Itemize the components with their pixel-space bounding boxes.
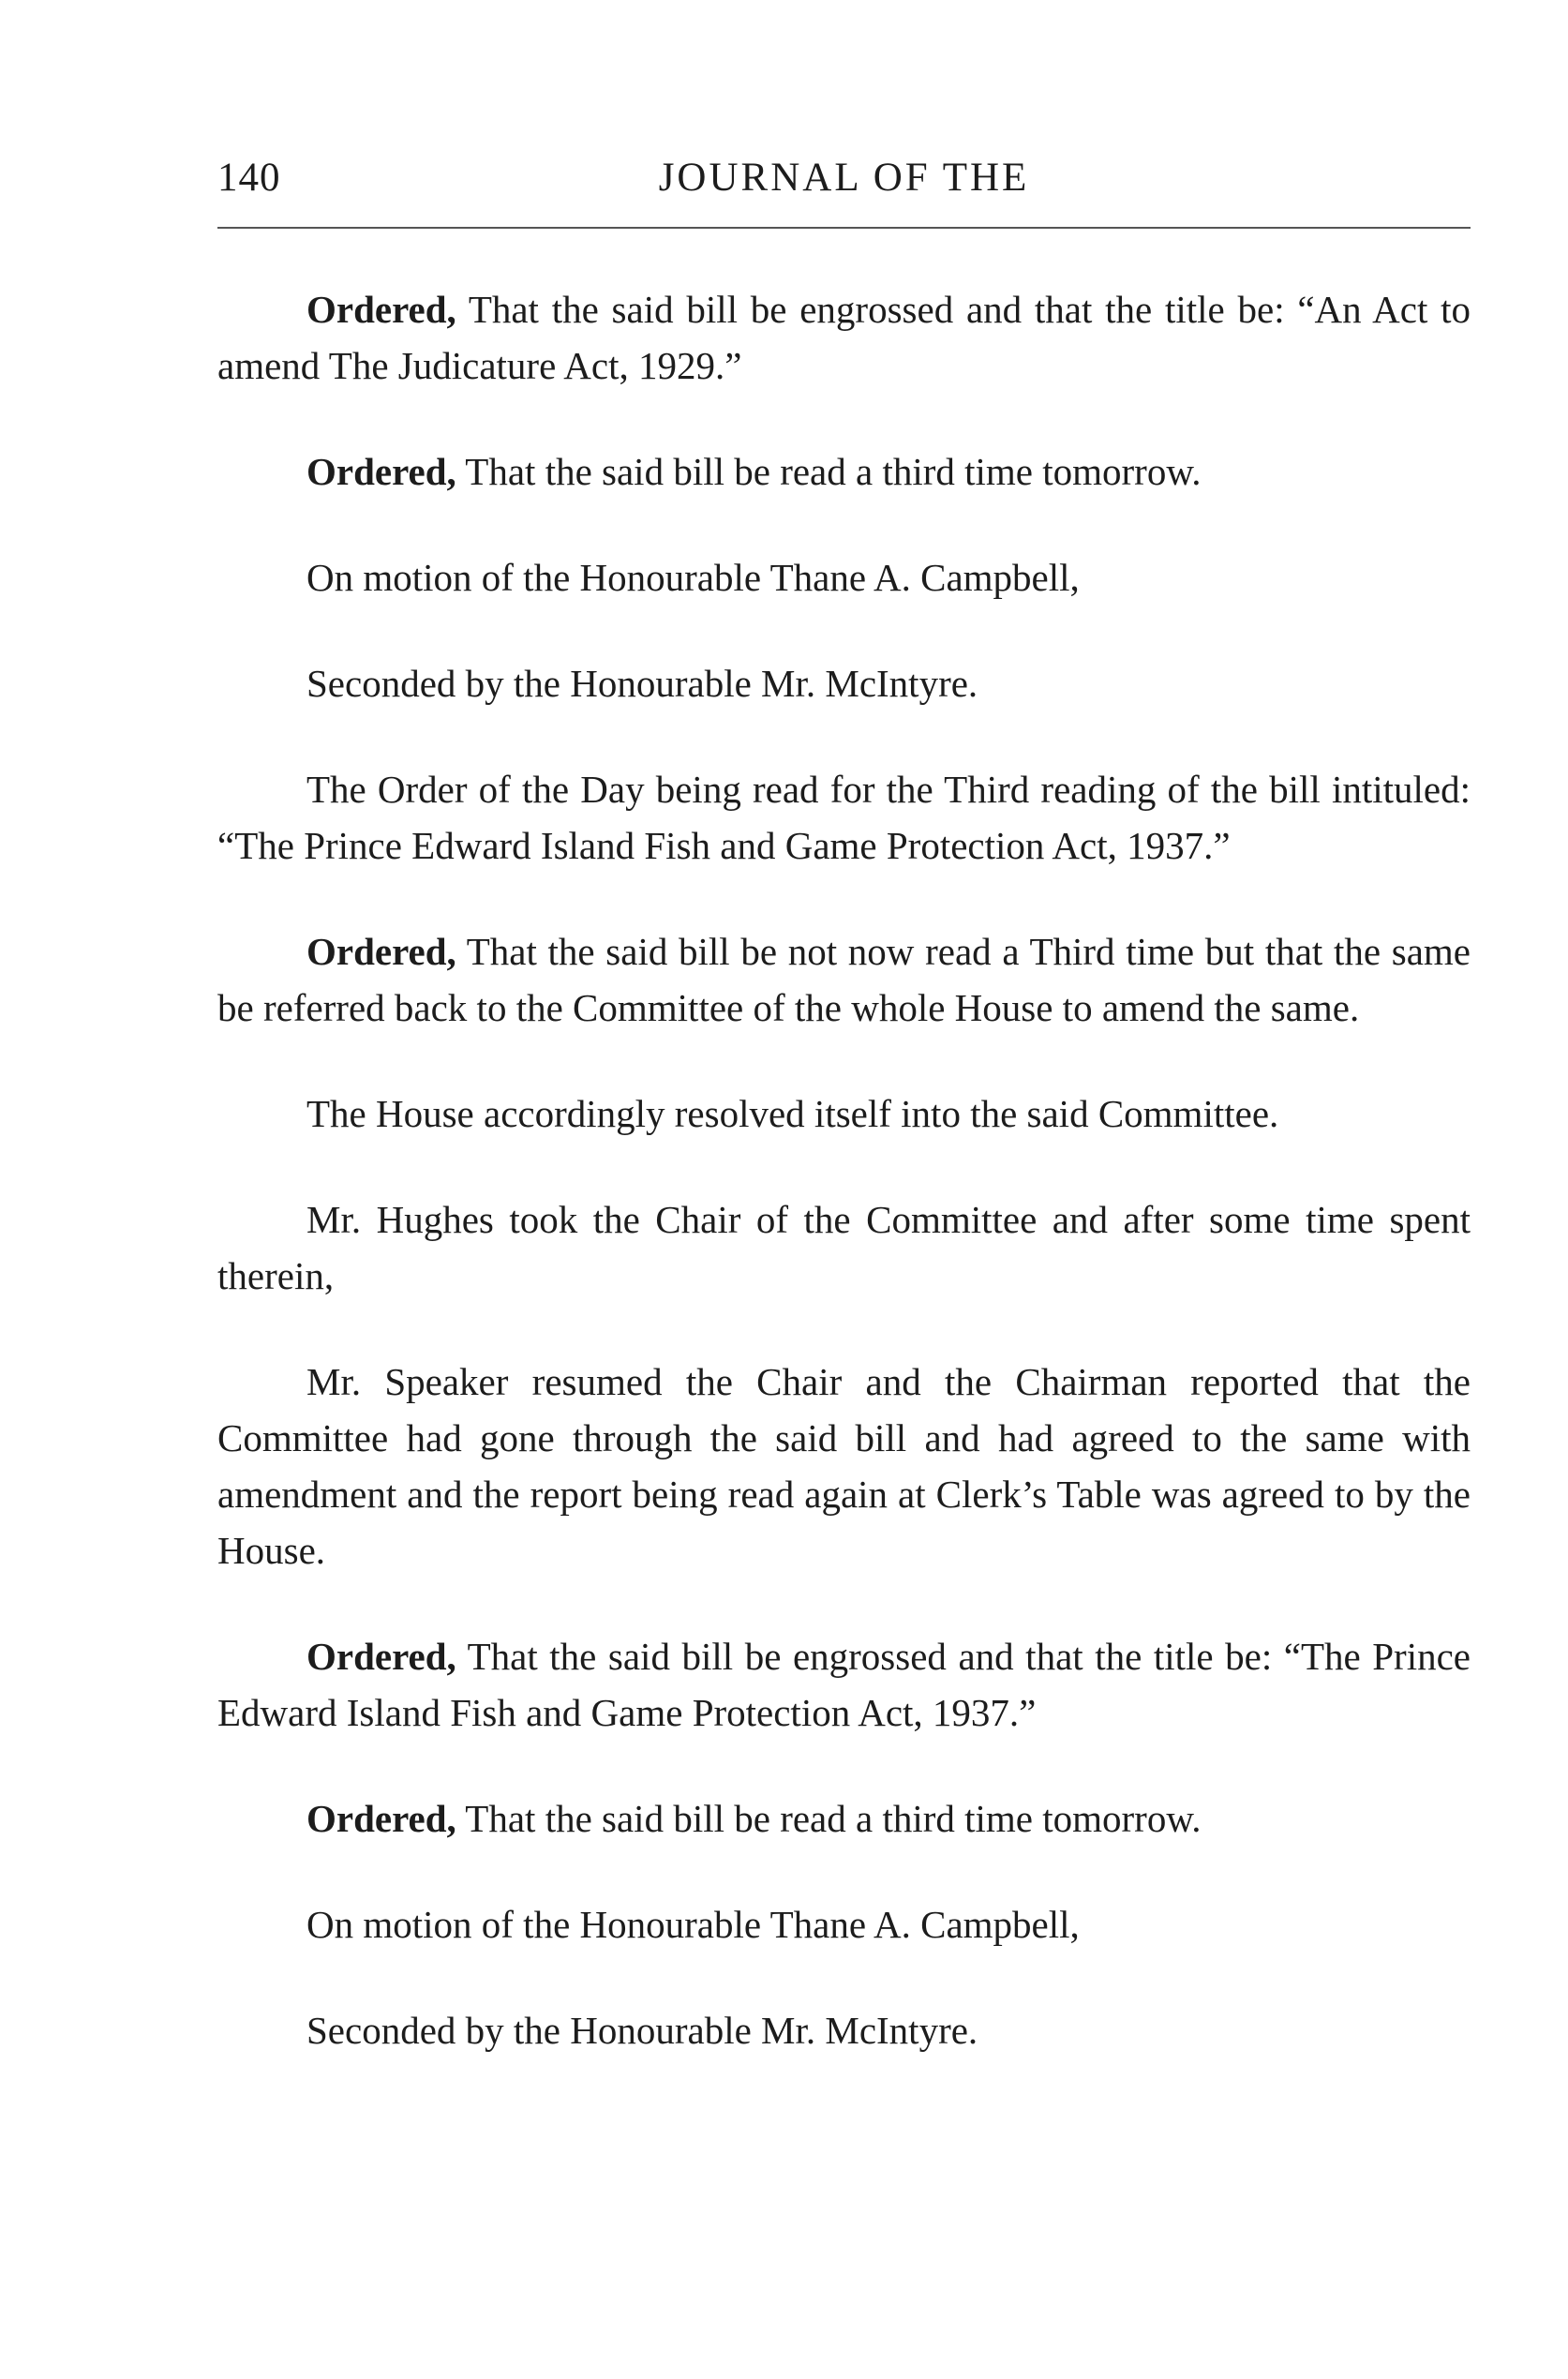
paragraph-text: That the said bill be engrossed and that the title be: “The Prince Edward Island Fish and Game Protection Act, 1937.” bbox=[217, 1635, 1471, 1734]
paragraph-text: That the said bill be read a third time tomorrow. bbox=[455, 450, 1202, 493]
paragraph-speaker-resumed bbox=[217, 1354, 1471, 1579]
ordered-label: Ordered, bbox=[306, 450, 456, 493]
paragraph-text: On motion of the Honourable Thane A. Campbell, bbox=[306, 556, 1080, 599]
paragraph-house-resolved bbox=[217, 1085, 1471, 1142]
paragraph-text: That the said bill be read a third time tomorrow. bbox=[455, 1797, 1202, 1840]
paragraph-text: The Order of the Day being read for the Third reading of the bill intituled: “The Prince Edward Island Fish and Game Protection Act, 1937.” bbox=[217, 768, 1471, 867]
paragraph-text: Mr. Hughes took the Chair of the Committee and after some time spent therein, bbox=[217, 1198, 1471, 1297]
paragraph-text: Seconded by the Honourable Mr. McIntyre. bbox=[306, 662, 978, 705]
ordered-label: Ordered, bbox=[306, 930, 456, 973]
paragraph-text: That the said bill be engrossed and that the title be: “An Act to amend The Judicature Act, 1929.” bbox=[217, 288, 1471, 387]
paragraph-ordered-third-reading-2 bbox=[217, 1790, 1471, 1847]
ordered-label: Ordered, bbox=[306, 1635, 456, 1678]
paragraph-motion-2 bbox=[217, 1896, 1471, 1953]
paragraph-ordered-third-reading bbox=[217, 443, 1471, 500]
paragraph-seconded bbox=[217, 655, 1471, 711]
paragraph-order-of-day bbox=[217, 761, 1471, 874]
journal-body bbox=[217, 281, 1471, 2058]
paragraph-text: Seconded by the Honourable Mr. McIntyre. bbox=[306, 2009, 978, 2052]
paragraph-ordered-referred-back bbox=[217, 923, 1471, 1036]
paragraph-text: On motion of the Honourable Thane A. Campbell, bbox=[306, 1903, 1080, 1946]
paragraph-motion bbox=[217, 549, 1471, 606]
paragraph-text: That the said bill be not now read a Third time but that the same be referred back to the Committee of the whole House to amend the same. bbox=[217, 930, 1471, 1029]
paragraph-text: Mr. Speaker resumed the Chair and the Chairman reported that the Committee had gone through the said bill and had agreed to the same with amendment and the report being read again at Clerk’s Table was agreed to by the House. bbox=[217, 1360, 1471, 1572]
paragraph-text: The House accordingly resolved itself into the said Committee. bbox=[306, 1092, 1279, 1135]
ordered-label: Ordered, bbox=[306, 288, 456, 331]
paragraph-ordered-engrossed-title bbox=[217, 1628, 1471, 1741]
page-header bbox=[217, 155, 1471, 211]
header-rule bbox=[217, 227, 1471, 229]
running-head: JOURNAL OF THE bbox=[658, 156, 1030, 200]
paragraph-ordered-engrossed bbox=[217, 281, 1471, 394]
page-number: 140 bbox=[217, 156, 281, 200]
ordered-label: Ordered, bbox=[306, 1797, 456, 1840]
paragraph-seconded-2 bbox=[217, 2002, 1471, 2058]
paragraph-chair-taken bbox=[217, 1191, 1471, 1304]
